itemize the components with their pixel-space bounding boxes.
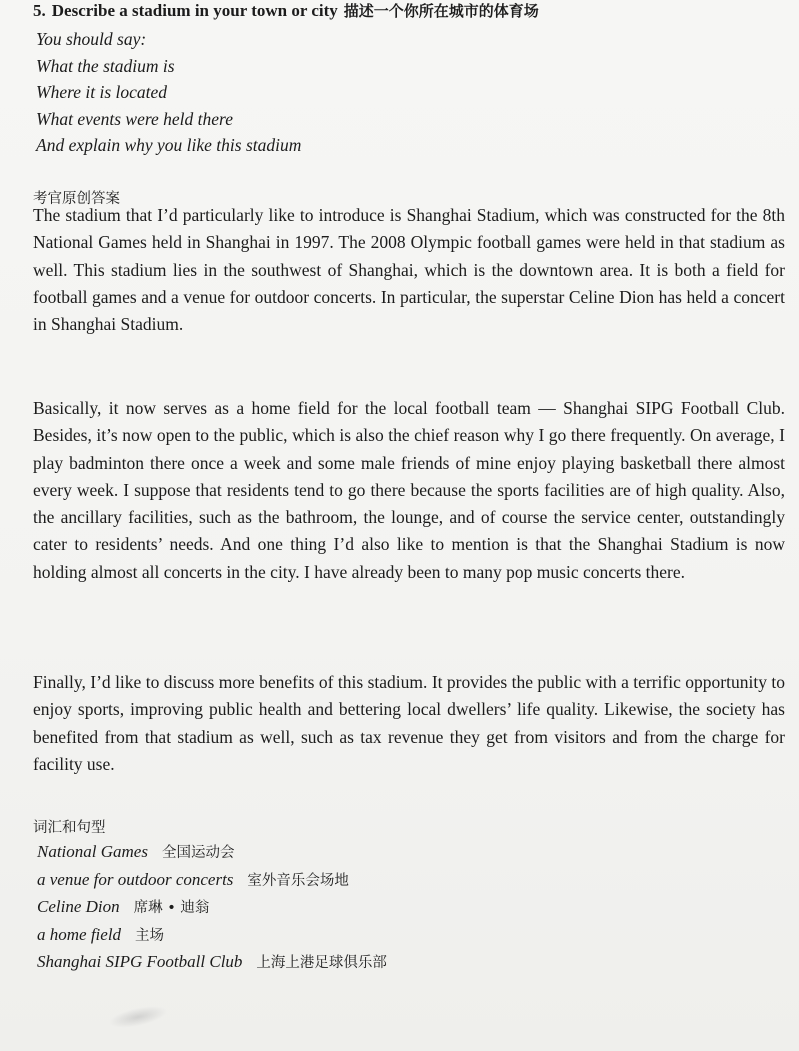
question-title xyxy=(33,0,539,21)
prompt-line: You should say: xyxy=(36,29,147,49)
vocab-term-en: National Games xyxy=(37,842,148,861)
vocab-term-zh: 席琳 • 迪翁 xyxy=(133,900,210,916)
vocab-item xyxy=(37,948,387,976)
answer-heading: 考官原创答案 xyxy=(33,191,120,207)
question-title-zh: 描述一个你所在城市的体育场 xyxy=(343,2,539,20)
vocab-heading: 词汇和句型 xyxy=(33,820,106,836)
vocab-term-en: Celine Dion xyxy=(37,897,120,916)
question-number: 5. xyxy=(33,1,46,20)
vocab-term-en: a venue for outdoor concerts xyxy=(37,869,234,889)
question-title-en: Describe a stadium in your town or city xyxy=(51,1,338,20)
cue-card-prompts xyxy=(36,26,301,159)
vocab-item xyxy=(37,893,387,921)
answer-paragraph-3: Finally, I’d like to discuss more benefits of this stadium. It provides the public with a terrific opportunity to enjoy sports, improving public health and bettering local dwellers’ life quality. Likewise, the society has benefited from that stadium as well, such as tax revenue they get from visitors and from the charge for facility use. xyxy=(33,672,785,774)
vocab-term-zh: 上海上港足球俱乐部 xyxy=(256,955,387,971)
vocab-term-zh: 室外音乐会场地 xyxy=(247,872,349,889)
answer-paragraph-1: The stadium that I’d particularly like to introduce is Shanghai Stadium, which was constructed for the 8th National Games held in Shanghai in 1997. The 2008 Olympic football games were held in that stadium as well. This stadium lies in the southwest of Shanghai, which is the downtown area. It is both a field for football games and a venue for outdoor concerts. In particular, the superstar Celine Dion has held a concert in Shanghai Stadium. xyxy=(33,205,785,335)
vocab-item xyxy=(37,921,387,949)
vocab-term-zh: 主场 xyxy=(135,927,165,944)
vocab-item xyxy=(37,838,387,866)
vocab-item xyxy=(37,866,387,894)
scan-smudge xyxy=(107,1002,169,1032)
prompt-line: Where it is located xyxy=(36,82,168,102)
vocab-term-zh: 全国运动会 xyxy=(161,845,235,861)
vocab-term-en: a home field xyxy=(37,924,122,944)
prompt-line: And explain why you like this stadium xyxy=(36,135,302,155)
prompt-line: What the stadium is xyxy=(36,55,175,76)
answer-paragraph-2: Basically, it now serves as a home field for the local football team — Shanghai SIPG Football Club. Besides, it’s now open to the public, which is also the chief reason why I go there frequently. On average, I play badminton there once a week and some male friends of mine enjoy playing basketball there almost every week. I suppose that residents tend to go there because the sports facilities are of high quality. Also, the ancillary facilities, such as the bathroom, the lounge, and of course the service center, outstandingly cater to residents’ needs. And one thing I’d also like to mention is that the Shanghai Stadium is now holding almost all concerts in the city. I have already been to many pop music concerts there. xyxy=(33,398,785,582)
vocab-list xyxy=(37,838,387,976)
prompt-line: What events were held there xyxy=(36,108,233,129)
vocab-term-en: Shanghai SIPG Football Club xyxy=(37,952,243,971)
